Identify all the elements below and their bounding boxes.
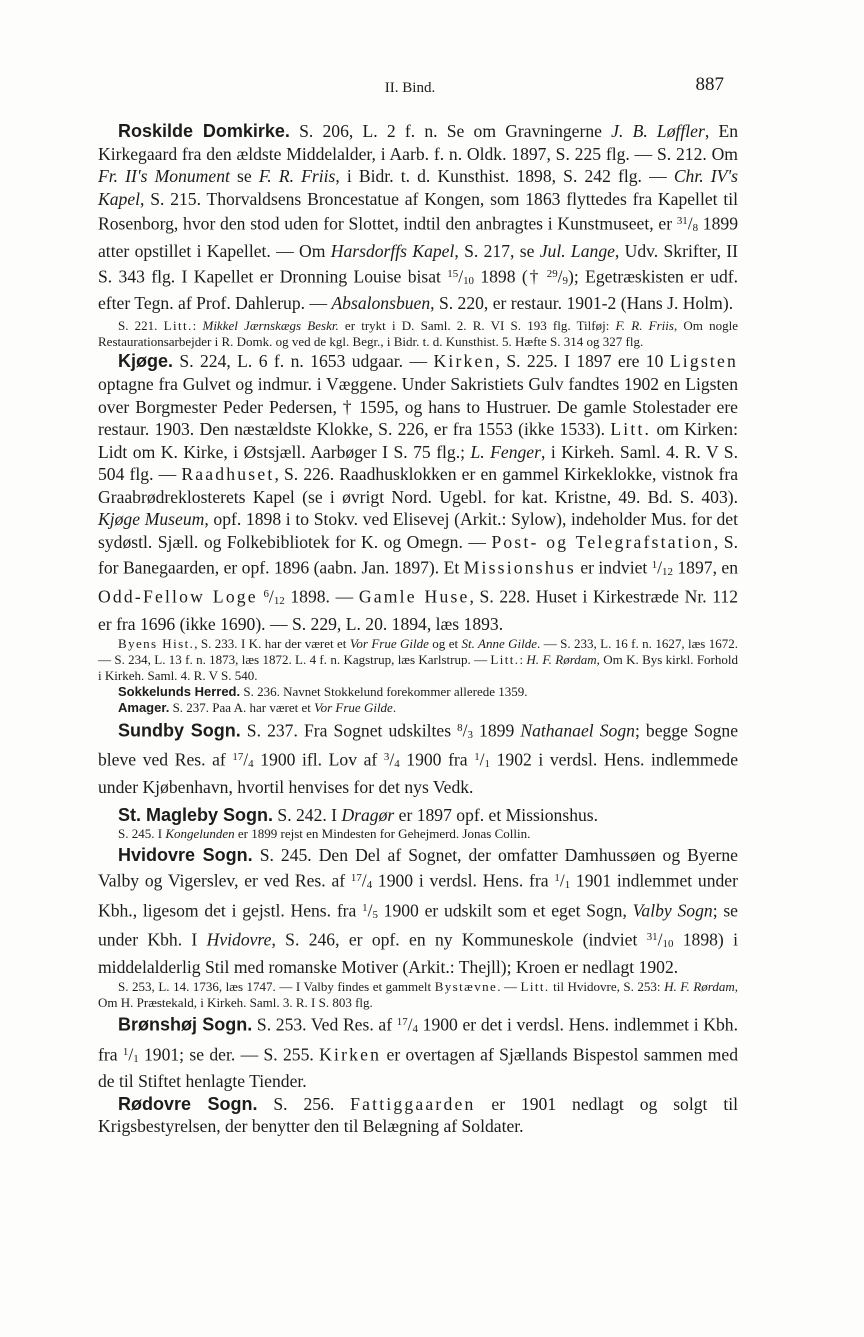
entry-sundby: Sundby Sogn. S. 237. Fra Sognet udskiltes $^8$/3 1899 Nathanael Sogn; begge Sogne bleve ved Res. af $^{17}$/4 1900 ifl. Lov af $^3$/4 1900 fra $^1$/1 1902 i verdsl. Hens. indlemmede under Kjøbenhavn, hvortil henvises for det nys Vedk.	[98, 720, 739, 797]
entry-title: Amager.	[118, 700, 170, 716]
entry-hvidovre: Hvidovre Sogn. S. 245. Den Del af Sognet, der omfatter Damhussøen og Byerne Valby og Vigerslev, er ved Res. af $^{17}$/4 1900 i verdsl. Hens. fra $^1$/1 1901 indlemmet under Kbh., ligesom det i gejstl. Hens. fra $^1$/5 1900 er udskilt som et eget Sogn, Valby Sogn; se under Kbh. I Hvidovre, S. 246, er opf. en ny Kommuneskole (indviet $^{31}$/10 1898) i middelalderlig Stil med romanske Motiver (Arkit.: Thejll); Kroen er nedlagt 1902.	[98, 845, 738, 977]
entry-magleby: St. Magleby Sogn. S. 242. I Dragør er 1897 opf. et Missionshus.	[118, 804, 599, 825]
entry-sokkelund: Sokkelunds Herred. S. 236. Navnet Stokkelund forekommer allerede 1359.	[118, 684, 528, 700]
page-number: 887	[695, 74, 724, 95]
entry-roskilde: Roskilde Domkirke. S. 206, L. 2 f. n. Se om Gravningerne J. B. Løffler, En Kirkegaard fra den ældste Middelalder, i Aarb. f. n. Oldk. 1897, S. 225 flg. — S. 212. Om Fr. II's Monument se F. R. Friis, i Bidr. t. d. Kunsthist. 1898, S. 242 flg. — Chr. IV's Kapel, S. 215. Thorvaldsens Broncestatue af Kongen, som 1863 flyttedes fra Kapellet til Rosenborg, hvor den stod uden for Slottet, indtil den anbragtes i Kunstmuseet, er $^{31}$/8 1899 atter opstillet i Kapellet. — Om Harsdorffs Kapel, S. 217, se Jul. Lange, Udv. Skrifter, II S. 343 flg. I Kapellet er Dronning Louise bisat $^{15}$/10 1898 († $^{29}$/9); Egetræskisten er udf. efter Tegn. af Prof. Dahlerup. — Absalonsbuen, S. 220, er restaur. 1901-2 (Hans J. Holm).	[98, 121, 739, 314]
entry-rodovre: Rødovre Sogn. S. 256. Fattiggaarden er 1901 nedlagt og solgt til Krigsbestyrelsen, der benytter den til Belægning af Soldater.	[98, 1093, 738, 1137]
page-body	[98, 120, 738, 1138]
note-hvidovre: S. 253, L. 14. 1736, læs 1747. — I Valby findes et gammelt Bystævne. — Litt. til Hvidovre, S. 253: H. F. Rørdam, Om H. Præstekald, i Kirkeh. Saml. 3. R. I S. 803 flg.	[98, 978, 739, 1010]
note-magleby: S. 245. I Kongelunden er 1899 rejst en Mindesten for Gehejmerd. Jonas Collin.	[118, 826, 531, 842]
entry-title: Sundby Sogn.	[118, 720, 241, 741]
entry-title: Sokkelunds Herred.	[118, 684, 241, 700]
volume-label: II. Bind.	[384, 80, 436, 96]
entry-title: Rødovre Sogn.	[118, 1093, 258, 1114]
note-roskilde: S. 221. Litt.: Mikkel Jærnskægs Beskr. er trykt i D. Saml. 2. R. VI S. 193 flg. Tilføj: F. R. Friis, Om nogle Restaurationsarbejder i R. Domk. og ved de kgl. Begr., i Bidr. t. d. Kunsthist. 5. Hæfte S. 314 og 327 flg.	[98, 317, 738, 350]
entry-title: Kjøge.	[118, 351, 174, 372]
entry-bronshoj: Brønshøj Sogn. S. 253. Ved Res. af $^{17}$/4 1900 er det i verdsl. Hens. indlemmet i Kbh. fra $^1$/1 1901; se der. — S. 255. Kirken er overtagen af Sjællands Bispestol sammen med de til Stiftet henlagte Tiender.	[98, 1014, 738, 1092]
entry-title: Brønshøj Sogn.	[118, 1014, 253, 1035]
entry-title: Roskilde Domkirke.	[118, 121, 290, 141]
page-header	[96, 74, 724, 104]
entry-amager: Amager. S. 237. Paa A. har været et Vor Frue Gilde.	[118, 700, 397, 716]
entry-title: St. Magleby Sogn.	[118, 804, 274, 825]
note-kjoge: Byens Hist., S. 233. I K. har der været et Vor Frue Gilde og et St. Anne Gilde. — S. 233, L. 16 f. n. 1627, læs 1672. — S. 234, L. 13 f. n. 1873, læs 1872. L. 4 f. n. Kagstrup, læs Karlstrup. — Litt.: H. F. Rørdam, Om K. Bys kirkl. Forhold i Kirkeh. Saml. 4. R. V S. 540.	[98, 635, 738, 683]
entry-title: Hvidovre Sogn.	[118, 845, 253, 866]
entry-kjoge: Kjøge. S. 224, L. 6 f. n. 1653 udgaar. — Kirken, S. 225. I 1897 ere 10 Ligsten optagne fra Gulvet og indmur. i Væggene. Under Sakristiets Gulv fandtes 1902 en Ligsten over Borgmester Peder Pedersen, † 1595, og hans to Hustruer. De gamle Stolestader ere restaur. 1903. Den næstældste Klokke, S. 226, er fra 1553 (ikke 1533). Litt. om Kirken: Lidt om K. Kirke, i Østsjæll. Aarbøger I S. 75 flg.; L. Fenger, i Kirkeh. Saml. 4. R. V S. 504 flg. — Raadhuset, S. 226. Raadhusklokken er en gammel Kirkeklokke, vistnok fra Graabrødreklosterets Kapel (se i øvrigt Nord. Ugebl. for kat. Kristne, 49. Bd. S. 403). Kjøge Museum, opf. 1898 i to Stokv. ved Elisevej (Arkit.: Sylow), indeholder Mus. for det sydøstl. Sjæll. og Folkebibliotek for K. og Omegn. — Post- og Telegrafstation, S. for Banegaarden, er opf. 1896 (aabn. Jan. 1897). Et Missionshus er indviet $^1$/12 1897, en Odd-Fellow Loge $^6$/12 1898. — Gamle Huse, S. 228. Huset i Kirkestræde Nr. 112 er fra 1696 (ikke 1690). — S. 229, L. 20. 1894, læs 1893.	[98, 351, 738, 634]
